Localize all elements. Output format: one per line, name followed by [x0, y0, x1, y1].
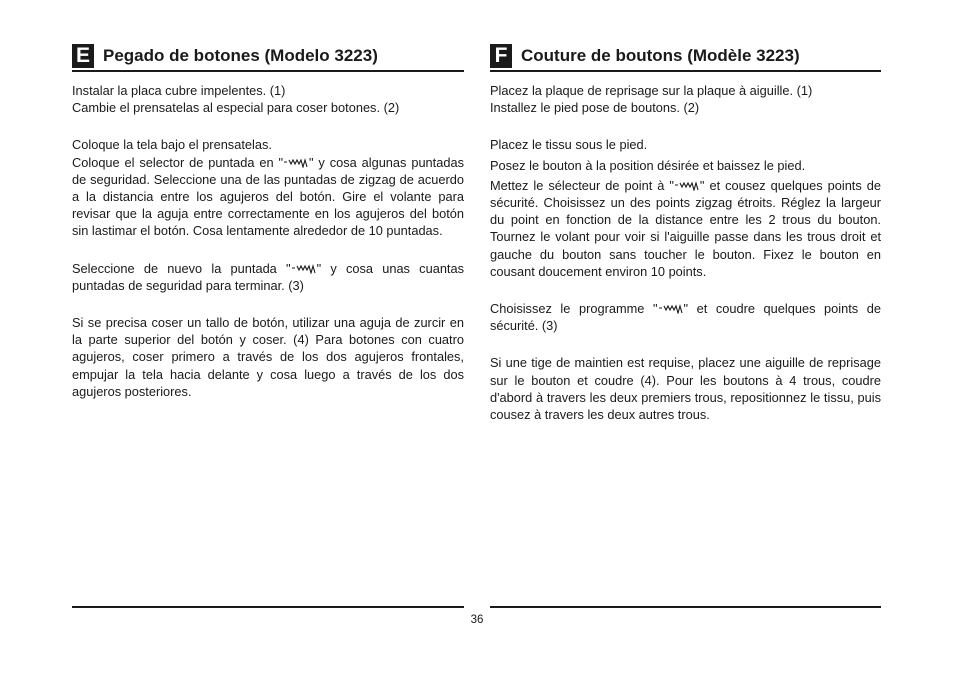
- paragraph: [72, 154, 464, 240]
- text-fragment: Choisissez le programme ": [490, 301, 658, 317]
- text-fragment: Coloque el selector de puntada en ": [72, 154, 283, 170]
- language-badge: E: [72, 44, 94, 68]
- section-heading: [72, 42, 464, 72]
- section-spanish: [72, 42, 464, 400]
- section-french: [490, 42, 881, 423]
- paragraph: Placez le tissu sous le pied.: [490, 137, 648, 153]
- stitch-pattern-icon: [291, 263, 317, 274]
- text-fragment: " et coudre quelques points de sécurité. (3): [490, 301, 881, 334]
- paragraph: [490, 300, 881, 334]
- paragraph: Coloque la tela bajo el prensatelas.: [72, 137, 272, 153]
- stitch-pattern-icon: [283, 157, 309, 168]
- section-title: Couture de boutons (Modèle 3223): [521, 46, 800, 65]
- page-number: 36: [470, 614, 484, 626]
- paragraph: Posez le bouton à la position désirée et baissez le pied.: [490, 157, 806, 173]
- language-badge: F: [490, 44, 512, 68]
- paragraph: [72, 260, 464, 294]
- text-fragment: Seleccione de nuevo la puntada ": [72, 260, 291, 276]
- stitch-pattern-icon: [674, 180, 700, 191]
- text-fragment: " et cousez quelques points de sécurité. Choisissez un des points zigzag étroits. Réglez la largeur du point en fonction de la distance entre les 2 trous du bouton. Tournez le volant pour voir si l'aiguille passe dans les trous droit et gauche du bouton sans toucher le bouton. Fixez le bouton en cousant doucement environ 10 points.: [490, 177, 881, 279]
- section-title: Pegado de botones (Modelo 3223): [103, 46, 378, 65]
- text-fragment: Mettez le sélecteur de point à ": [490, 177, 674, 193]
- paragraph: Instalar la placa cubre impelentes. (1): [72, 83, 286, 98]
- paragraph: Installez le pied pose de boutons. (2): [490, 100, 700, 116]
- footer-divider: [72, 606, 464, 608]
- paragraph: Cambie el prensatelas al especial para coser botones. (2): [72, 100, 400, 116]
- paragraph: Si se precisa coser un tallo de botón, utilizar una aguja de zurcir en la parte superior del botón y coser. (4) Para botones con cuatro agujeros, coser primero a través de los dos agujeros frontales, empujar la tela hacia delante y cosa luego a través de los dos agujeros posteriores.: [72, 315, 464, 399]
- paragraph: Si une tige de maintien est requise, placez une aiguille de reprisage sur le bouton et coudre (4). Pour les boutons à 4 trous, coudre d'abord à travers les deux premiers trous, repositionnez le tissu, puis cousez à travers les deux autres trous.: [490, 355, 881, 423]
- stitch-pattern-icon: [658, 303, 684, 314]
- section-heading: [490, 42, 881, 72]
- text-fragment: " y cosa unas cuantas puntadas de seguridad para terminar. (3): [72, 260, 465, 293]
- section-body: [490, 82, 881, 423]
- section-body: [72, 82, 464, 400]
- paragraph: Placez la plaque de reprisage sur la plaque à aiguille. (1): [490, 83, 813, 98]
- text-fragment: " y cosa algunas puntadas de seguridad. Seleccione una de las puntadas de zigzag de acuerdo a la distancia entre los agujeros del botón. Gire el volante para revisar que la aguja entre correctamente en los agujeros del botón sin lastimar el botón. Cosa lentamente alrededor de 10 puntadas.: [72, 154, 464, 239]
- paragraph: [490, 177, 881, 280]
- footer-divider: [490, 606, 881, 608]
